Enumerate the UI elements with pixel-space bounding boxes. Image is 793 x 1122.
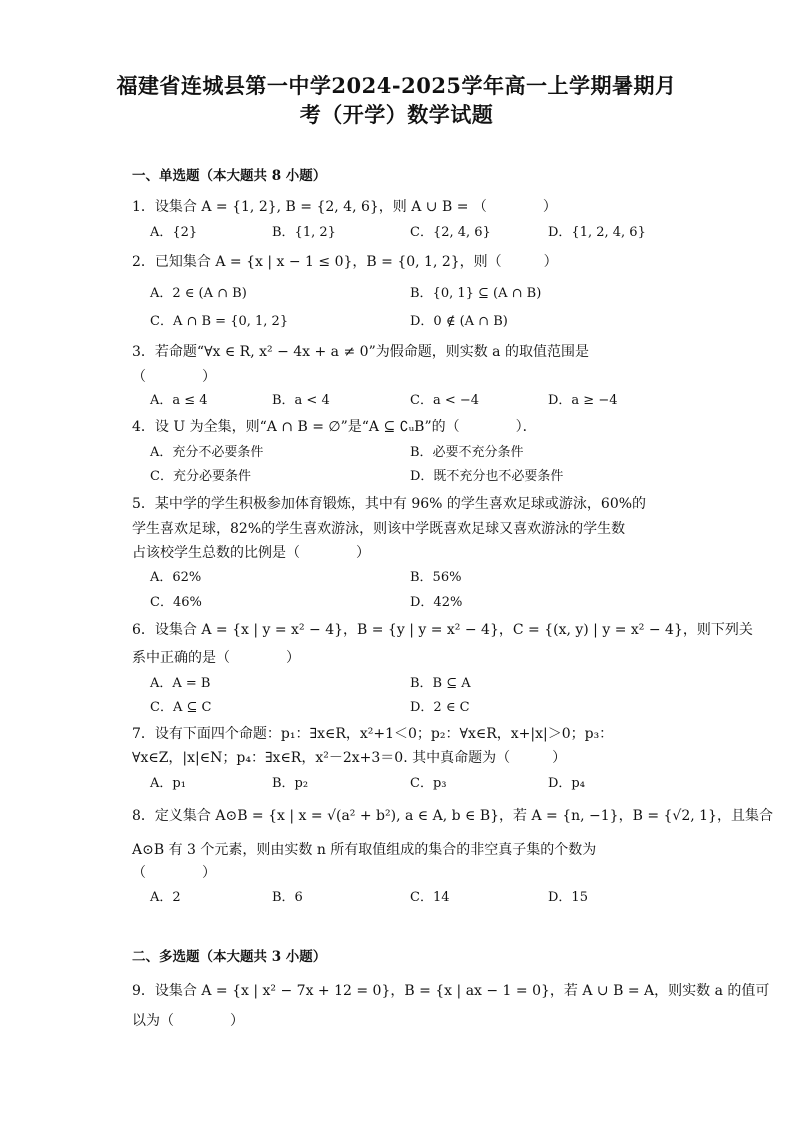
q6-option-c: C．A ⊆ C bbox=[150, 700, 212, 715]
q4-option-b: B．必要不充分条件 bbox=[410, 445, 524, 460]
q4-option-d: D．既不充分也不必要条件 bbox=[410, 469, 564, 484]
question-5-line-1: 5．某中学的学生积极参加体育锻炼，其中有 96% 的学生喜欢足球或游泳，60%的 bbox=[132, 496, 647, 512]
q4-option-c: C．充分必要条件 bbox=[150, 469, 251, 484]
question-5-line-3: 占该校学生总数的比例是（ ） bbox=[132, 545, 370, 561]
q5-option-a: A．62% bbox=[150, 570, 202, 585]
question-9-line-1: 9．设集合 A = {x | x² − 7x + 12 = 0}，B = {x | ax − 1 = 0}，若 A ∪ B = A，则实数 a 的值可 bbox=[132, 983, 770, 999]
section-heading-multiple-choice: 二、多选题（本大题共 3 小题） bbox=[132, 949, 327, 965]
q5-option-b: B．56% bbox=[410, 570, 462, 585]
q2-option-d: D．0 ∉ (A ∩ B) bbox=[410, 314, 508, 329]
exam-title-line-1: 福建省连城县第一中学2024-2025学年高一上学期暑期月 bbox=[116, 73, 677, 98]
q1-option-b: B．{1, 2} bbox=[272, 225, 336, 240]
q8-option-d: D．15 bbox=[548, 890, 588, 905]
question-5-line-2: 学生喜欢足球，82%的学生喜欢游泳，则该中学既喜欢足球又喜欢游泳的学生数 bbox=[132, 521, 626, 537]
question-9-line-2: 以为（ ） bbox=[132, 1013, 244, 1029]
question-8-line-3: （ ） bbox=[132, 865, 216, 881]
question-4-stem: 4．设 U 为全集，则“A ∩ B = ∅”是“A ⊆ ∁ᵤB”的（ ）． bbox=[132, 419, 537, 435]
question-7-line-1: 7．设有下面四个命题：p₁：∃x∈R，x²+1＜0；p₂：∀x∈R，x+|x|＞0；p₃： bbox=[132, 726, 614, 742]
q7-option-a: A．p₁ bbox=[150, 776, 186, 791]
q3-option-a: A．a ≤ 4 bbox=[150, 393, 208, 408]
q4-option-a: A．充分不必要条件 bbox=[150, 445, 264, 460]
q5-option-c: C．46% bbox=[150, 595, 202, 610]
q7-option-b: B．p₂ bbox=[272, 776, 309, 791]
question-8-line-2: A⊙B 有 3 个元素，则由实数 n 所有取值组成的集合的非空真子集的个数为 bbox=[132, 842, 597, 858]
q6-option-d: D．2 ∈ C bbox=[410, 700, 470, 715]
q6-option-a: A．A = B bbox=[150, 676, 211, 691]
q8-option-c: C．14 bbox=[410, 890, 450, 905]
q2-option-c: C．A ∩ B = {0, 1, 2} bbox=[150, 314, 289, 329]
q8-option-a: A．2 bbox=[150, 890, 181, 905]
q1-option-c: C．{2, 4, 6} bbox=[410, 225, 491, 240]
q3-option-c: C．a < −4 bbox=[410, 393, 480, 408]
q3-option-b: B．a < 4 bbox=[272, 393, 330, 408]
section-heading-single-choice: 一、单选题（本大题共 8 小题） bbox=[132, 168, 327, 184]
q3-option-d: D．a ≥ −4 bbox=[548, 393, 618, 408]
question-6-line-1: 6．设集合 A = {x | y = x² − 4}，B = {y | y = x² − 4}，C = {(x, y) | y = x² − 4}，则下列关 bbox=[132, 622, 753, 638]
question-1-stem: 1．设集合 A = {1, 2}, B = {2, 4, 6}，则 A ∪ B = （ ） bbox=[132, 199, 557, 215]
q7-option-c: C．p₃ bbox=[410, 776, 447, 791]
q1-option-a: A．{2} bbox=[150, 225, 198, 240]
question-7-line-2: ∀x∈Z，|x|∈N；p₄：∃x∈R，x²－2x+3＝0. 其中真命题为（ ） bbox=[132, 750, 567, 766]
q7-option-d: D．p₄ bbox=[548, 776, 585, 791]
q2-option-a: A．2 ∈ (A ∩ B) bbox=[150, 286, 247, 301]
question-6-line-2: 系中正确的是（ ） bbox=[132, 650, 300, 666]
exam-title-line-2: 考（开学）数学试题 bbox=[299, 102, 494, 127]
question-8-line-1: 8．定义集合 A⊙B = {x | x = √(a² + b²), a ∈ A, b ∈ B}，若 A = {n, −1}，B = {√2, 1}，且集合 bbox=[132, 808, 773, 824]
question-2-stem: 2．已知集合 A = {x | x − 1 ≤ 0}，B = {0, 1, 2}，则（ ） bbox=[132, 254, 558, 270]
q5-option-d: D．42% bbox=[410, 595, 463, 610]
q2-option-b: B．{0, 1} ⊆ (A ∩ B) bbox=[410, 286, 542, 301]
question-3-stem-cont: （ ） bbox=[132, 369, 216, 385]
question-3-stem: 3．若命题“∀x ∈ R, x² − 4x + a ≠ 0”为假命题，则实数 a 的取值范围是 bbox=[132, 344, 589, 360]
q8-option-b: B．6 bbox=[272, 890, 303, 905]
q6-option-b: B．B ⊆ A bbox=[410, 676, 471, 691]
q1-option-d: D．{1, 2, 4, 6} bbox=[548, 225, 646, 240]
